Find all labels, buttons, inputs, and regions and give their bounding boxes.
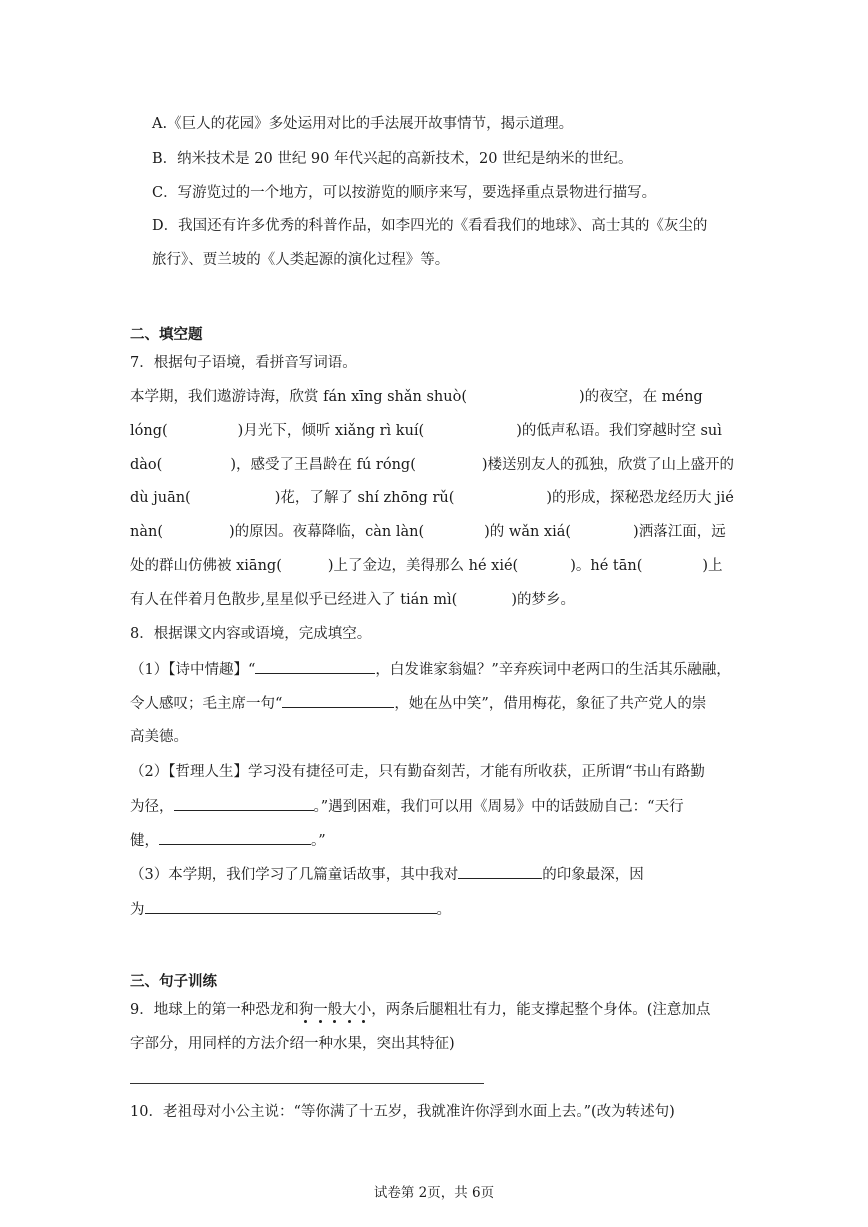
- answer-blank[interactable]: [282, 693, 394, 708]
- q7-line2: lóng( )月光下，倾听 xiǎng rì kuí( )的低声私语。我们穿越时空 suì: [130, 423, 722, 439]
- section-title-sentence: 三、句子训练: [130, 973, 217, 990]
- dotted-char: 大: [342, 1002, 357, 1018]
- q8-part3-line1: （3）本学期，我们学习了几篇童话故事，其中我对 的印象最深，因: [130, 864, 644, 885]
- section-title-fill-blank: 二、填空题: [130, 326, 203, 343]
- q9-line2: 字部分，用同样的方法介绍一种水果，突出其特征): [130, 1036, 455, 1052]
- q7-line6: 处的群山仿佛被 xiāng( )上了金边，美得那么 hé xié( )。hé tān( )上: [130, 558, 723, 574]
- answer-blank[interactable]: [174, 796, 314, 811]
- q8-part1-line3: 高美德。: [130, 729, 188, 745]
- q7-line1: 本学期，我们遨游诗海，欣赏 fán xīng shǎn shuò( )的夜空，在 méng: [130, 389, 703, 405]
- page-footer: 试卷第 2页，共 6页: [373, 1185, 495, 1201]
- q8-part1-line2: 令人感叹；毛主席一句“ ，她在丛中笑”，借用梅花，象征了共产党人的崇: [130, 693, 706, 714]
- answer-blank[interactable]: [145, 899, 437, 914]
- option-d-line2: 旅行》、贾兰坡的《人类起源的演化过程》等。: [152, 252, 450, 268]
- q7-line7: 有人在伴着月色散步,星星似乎已经进入了 tián mì( )的梦乡。: [130, 592, 575, 608]
- dotted-char: 一: [313, 1002, 328, 1018]
- dotted-char: 小: [356, 1002, 372, 1018]
- q8-part2-line2: 为径， 。”遇到困难，我们可以用《周易》中的话鼓励自己：“天行: [130, 796, 684, 817]
- q9-line1: 9．地球上的第一种恐龙和狗一般大小，两条后腿粗壮有力，能支撑起整个身体。(注意加点: [130, 1002, 711, 1018]
- dotted-char: 狗: [298, 1002, 314, 1018]
- q7-stem: 7．根据句子语境，看拼音写词语。: [130, 355, 357, 371]
- q8-part3-line2: 为 。: [130, 899, 451, 920]
- answer-blank[interactable]: [159, 830, 311, 845]
- q8-part1-line1: （1）【诗中情趣】“ ，白发谁家翁媪？”辛弃疾词中老两口的生活其乐融融，: [130, 659, 731, 680]
- option-a: A.《巨人的花园》多处运用对比的手法展开故事情节，揭示道理。: [152, 116, 574, 132]
- q7-line3: dào( )，感受了王昌龄在 fú róng( )楼送别友人的孤独，欣赏了山上盛开的: [130, 457, 735, 473]
- q10-stem: 10．老祖母对小公主说：“等你满了十五岁，我就准许你浮到水面上去。”(改为转述句): [130, 1104, 675, 1120]
- q7-line5: nàn( )的原因。夜幕降临，càn làn( )的 wǎn xiá( )洒落江面，远: [130, 524, 726, 540]
- q8-part2-line3: 健， 。”: [130, 830, 326, 851]
- q7-line4: dù juān( )花，了解了 shí zhōng rǔ( )的形成，探秘恐龙经历大 jié: [130, 490, 734, 506]
- option-c: C．写游览过的一个地方，可以按游览的顺序来写，要选择重点景物进行描写。: [152, 185, 657, 201]
- q8-part2-line1: （2）【哲理人生】学习没有捷径可走，只有勤奋刻苦，才能有所收获，正所谓“书山有路勤: [130, 764, 705, 780]
- option-d-line1: D．我国还有许多优秀的科普作品，如李四光的《看看我们的地球》、高士其的《灰尘的: [152, 218, 708, 234]
- dotted-char: 般: [327, 1002, 343, 1018]
- option-b: B．纳米技术是 20 世纪 90 年代兴起的高新技术，20 世纪是纳米的世纪。: [152, 151, 633, 167]
- q9-answer-line[interactable]: [130, 1083, 484, 1084]
- q8-stem: 8．根据课文内容或语境，完成填空。: [130, 626, 372, 642]
- answer-blank[interactable]: [255, 659, 375, 674]
- answer-blank[interactable]: [458, 864, 542, 879]
